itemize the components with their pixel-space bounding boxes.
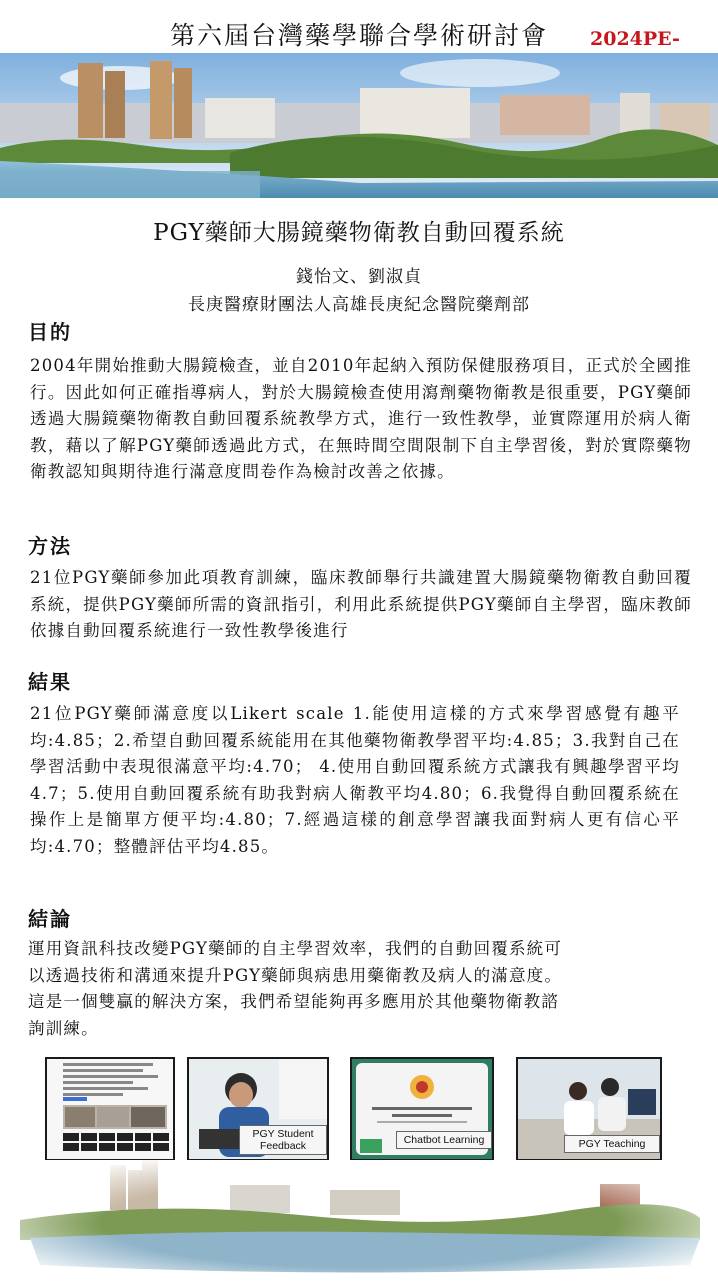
section-heading-conclusion: 結論 <box>28 907 72 931</box>
conclusion-line: 這是一個雙贏的解決方案，我們希望能夠再多應用於其他藥物衛教諮 <box>28 992 559 1011</box>
section-body-result: 21位PGY藥師滿意度以Likert scale 1.能使用這樣的方式來學習感覺有趣平均:4.85；2.希望自動回覆系統能用在其他藥物衛教學習平均:4.85；3.我對自己在學習活動中表現很滿意平均:4.70； 4.使用自動回覆系統方式讓我有興趣學習平均4.7；5.使用自動回覆系統有助我對病人衛教平均4.80；6.我覺得自動回覆系統在操作上是簡單方便平均:4.80；7.經過這樣的創意學習讓我面對病人更有信心平均:4.70；整體評估平均4.85。 <box>30 704 680 856</box>
section-heading-purpose: 目的 <box>28 320 72 344</box>
section-heading-method: 方法 <box>28 534 72 558</box>
photo-chatbot-screen <box>45 1057 175 1161</box>
paper-title: PGY藥師大腸鏡藥物衛教自動回覆系統 <box>153 220 565 246</box>
photo-pgy-teaching <box>516 1057 662 1161</box>
photo-caption: Chatbot Learning <box>396 1131 492 1149</box>
affiliation: 長庚醫療財團法人高雄長庚紀念醫院藥劑部 <box>188 295 530 315</box>
banner-skyline-image <box>0 53 718 198</box>
section-heading-result: 結果 <box>28 670 72 694</box>
footer-skyline-image <box>0 1160 718 1285</box>
poster-code: 2024PE- <box>590 28 680 50</box>
photo-caption: PGY Teaching <box>564 1135 660 1153</box>
conclusion-line: 詢訓練。 <box>28 1018 99 1038</box>
conclusion-line: 運用資訊科技改變PGY藥師的自主學習效率，我們的自動回覆系統可 <box>28 939 563 958</box>
conference-title: 第六屆台灣藥學聯合學術研討會 <box>170 21 549 50</box>
photo-caption: PGY Student Feedback <box>239 1125 327 1155</box>
section-body-conclusion <box>28 936 678 1042</box>
section-body-method: 21位PGY藥師參加此項教育訓練，臨床教師舉行共識建置大腸鏡藥物衛教自動回覆系統，提供PGY藥師所需的資訊指引，利用此系統提供PGY藥師自主學習，臨床教師依據自動回覆系統進行一致性教學後進行 <box>30 568 692 640</box>
photo-student-feedback <box>187 1057 329 1161</box>
conclusion-line: 以透過技術和溝通來提升PGY藥師與病患用藥衛教及病人的滿意度。 <box>28 965 563 985</box>
photo-chatbot-learning <box>350 1057 494 1161</box>
section-body-purpose: 2004年開始推動大腸鏡檢查，並自2010年起納入預防保健服務項目，正式於全國推行。因此如何正確指導病人，對於大腸鏡檢查使用瀉劑藥物衛教是很重要，PGY藥師透過大腸鏡藥物衛教自動回覆系統教學方式，進行一致性教學，並實際運用於病人衛教，藉以了解PGY藥師透過此方式，在無時間空間限制下自主學習後，對於實際藥物衛教認知與期待進行滿意度問卷作為檢討改善之依據。 <box>30 356 692 481</box>
authors: 錢怡文、劉淑貞 <box>296 267 422 287</box>
